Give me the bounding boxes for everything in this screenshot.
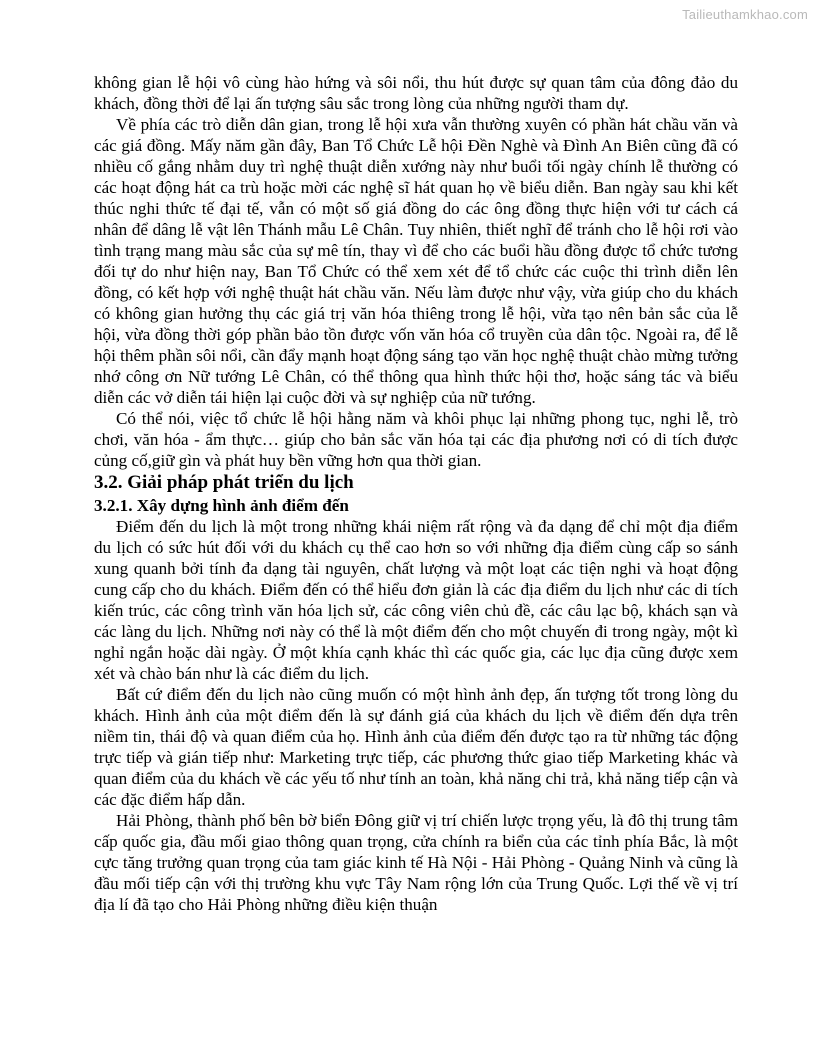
watermark: Tailieuthamkhao.com [682,7,808,22]
paragraph-destination-definition: Điểm đến du lịch là một trong những khái niệm rất rộng và đa dạng để chỉ một địa điểm du lịch có sức hút đối với du khách cụ thể cao hơn so với những địa điểm cùng cấp so sánh xung quanh bởi tính đa dạng tài nguyên, chất lượng và một loạt các tiện nghi và hoạt động cung cấp cho du khách. Điểm đến có thể hiểu đơn giản là các địa điểm du lịch như các di tích kiến trúc, các công trình văn hóa lịch sử, các công viên chủ đề, các câu lạc bộ, khách sạn và các làng du lịch. Những nơi này có thể là một điểm đến cho một chuyến đi trong ngày, một kì nghỉ ngắn hoặc dài ngày. Ở một khía cạnh khác thì các quốc gia, các lục địa cũng được xem xét và chào bán như là các điểm du lịch. [94,517,738,683]
paragraph-folk-performances: Về phía các trò diễn dân gian, trong lễ hội xưa vẫn thường xuyên có phần hát chầu văn và các giá đồng. Mấy năm gần đây, Ban Tổ Chức Lễ hội Đền Nghè và Đình An Biên cũng đã có nhiều cố gắng nhằm duy trì nghệ thuật diễn xướng này như buổi tối ngày chính lễ thường có các hoạt động hát ca trù hoặc mời các nghệ sĩ hát quan họ về biểu diễn. Ban ngày sau khi kết thúc nghi thức tế đại tế, vẫn có một số giá đồng do các ông đồng thực hiện với tư cách cá nhân để dâng lễ vật lên Thánh mẫu Lê Chân. Tuy nhiên, thiết nghĩ để tránh cho lễ hội rơi vào tình trạng mang màu sắc của sự mê tín, thay vì để cho các buổi hầu đồng được tổ chức tương đối tự do như hiện nay, Ban Tổ Chức có thể xem xét để tổ chức các cuộc thi trình diễn lên đồng, có kết hợp với nghệ thuật hát chầu văn. Nếu làm được như vậy, vừa giúp cho du khách có không gian hưởng thụ các giá trị văn hóa thiêng trong lễ hội, vừa tạo nên bản sắc của lễ hội, vừa đồng thời góp phần bảo tồn được vốn văn hóa cổ truyền của dân tộc. Ngoài ra, để lễ hội thêm phần sôi nổi, cần đẩy mạnh hoạt động sáng tạo văn học nghệ thuật chào mừng tưởng nhớ công ơn Nữ tướng Lê Chân, có thể thông qua hình thức hội thơ, hoặc sáng tác và biểu diễn các vở diễn tái hiện lại cuộc đời và sự nghiệp của nữ tướng. [94,115,738,407]
paragraph-hai-phong: Hải Phòng, thành phố bên bờ biển Đông giữ vị trí chiến lược trọng yếu, là đô thị trung tâm cấp quốc gia, đầu mối giao thông quan trọng, cửa chính ra biển của các tỉnh phía Bắc, là một cực tăng trưởng quan trọng của tam giác kinh tế Hà Nội - Hải Phòng - Quảng Ninh và cũng là đầu mối tiếp cận với thị trường khu vực Tây Nam rộng lớn của Trung Quốc. Lợi thế về vị trí địa lí đã tạo cho Hải Phòng những điều kiện thuận [94,811,738,914]
subsection-heading: 3.2.1. Xây dựng hình ảnh điểm đến [94,496,349,515]
paragraph-continuation: không gian lễ hội vô cùng hào hứng và sôi nổi, thu hút được sự quan tâm của đông đảo du khách, đồng thời để lại ấn tượng sâu sắc trong lòng của những người tham dự. [94,73,738,113]
paragraph-destination-image: Bất cứ điểm đến du lịch nào cũng muốn có một hình ảnh đẹp, ấn tượng tốt trong lòng du khách. Hình ảnh của một điểm đến là sự đánh giá của khách du lịch về điểm đến dựa trên niềm tin, thái độ và quan điểm của họ. Hình ảnh của điểm đến được tạo ra từ những tác động trực tiếp và gián tiếp như: Marketing trực tiếp, các phương thức giao tiếp Marketing khác và quan điểm của du khách về các yếu tố như tính an toàn, khả năng chi trả, khả năng tiếp cận và các đặc điểm hấp dẫn. [94,685,738,809]
document-body [94,72,738,915]
section-heading: 3.2. Giải pháp phát triển du lịch [94,472,354,493]
paragraph-festival-summary: Có thể nói, việc tổ chức lễ hội hằng năm và khôi phục lại những phong tục, nghi lễ, trò chơi, văn hóa - ẩm thực… giúp cho bản sắc văn hóa tại các địa phương nơi có di tích được củng cố,giữ gìn và phát huy bền vững hơn qua thời gian. [94,409,738,470]
